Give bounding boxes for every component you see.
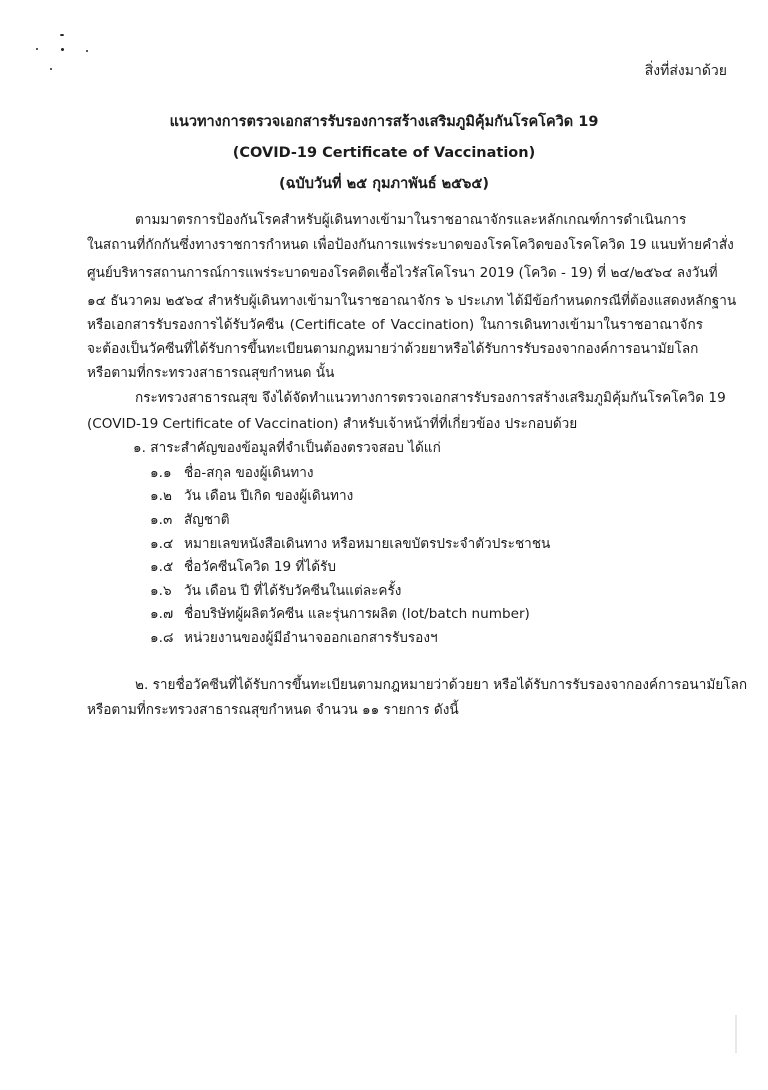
ministry-line: (COVID-19 Certificate of Vaccination) สำหรับเจ้าหน้าที่ที่เกี่ยวข้อง ประกอบด้วย — [87, 416, 578, 432]
section-2-line: หรือตามที่กระทรวงสาธารณสุขกำหนด จำนวน ๑๑ รายการ ดังนี้ — [87, 702, 459, 718]
enclosure-label: สิ่งที่ส่งมาด้วย — [644, 63, 727, 79]
section-1-heading: ๑. สาระสำคัญของข้อมูลที่จำเป็นต้องตรวจสอบ ได้แก่ — [133, 440, 441, 456]
intro-line: ในสถานที่กักกันซึ่งทางราชการกำหนด เพื่อป้องกันการแพร่ระบาดของโรคโควิดของโรคโควิด 19 แนบท้ายคำสั่ง — [87, 237, 734, 253]
section-1-item — [150, 626, 438, 648]
intro-line: ตามมาตรการป้องกันโรคสำหรับผู้เดินทางเข้ามาในราชอาณาจักรและหลักเกณฑ์การดำเนินการ — [135, 212, 687, 228]
section-1-item — [150, 484, 353, 506]
item-number: ๑.๑ — [150, 465, 172, 481]
intro-line: ศูนย์บริหารสถานการณ์การแพร่ระบาดของโรคติดเชื้อไวรัสโคโรนา 2019 (โควิด - 19) ที่ ๒๔/๒๕๖๔ ลงวันที่ — [87, 265, 718, 281]
intro-line: ๑๔ ธันวาคม ๒๕๖๔ สำหรับผู้เดินทางเข้ามาในราชอาณาจักร ๖ ประเภท ได้มีข้อกำหนดกรณีที่ต้องแสดงหลักฐาน — [87, 293, 737, 309]
item-number: ๑.๖ — [150, 583, 172, 599]
item-text: หมายเลขหนังสือเดินทาง หรือหมายเลขบัตรประจำตัวประชาชน — [184, 536, 551, 552]
intro-paragraph — [87, 208, 737, 385]
section-2-line: ๒. รายชื่อวัคซีนที่ได้รับการขึ้นทะเบียนตามกฎหมายว่าด้วยยา หรือได้รับการรับรองจากองค์การอนามัยโลก — [135, 677, 748, 693]
item-number: ๑.๔ — [150, 536, 174, 552]
item-number: ๑.๗ — [150, 606, 174, 622]
item-number: ๑.๒ — [150, 488, 172, 504]
item-text: ชื่อวัคซีนโควิด 19 ที่ได้รับ — [184, 559, 336, 575]
item-text: สัญชาติ — [184, 512, 230, 528]
scan-edge-mark — [735, 1015, 737, 1053]
item-number: ๑.๘ — [150, 630, 174, 646]
item-text: วัน เดือน ปี ที่ได้รับวัคซีนในแต่ละครั้ง — [184, 583, 402, 599]
intro-line: หรือตามที่กระทรวงสาธารณสุขกำหนด นั้น — [87, 365, 335, 381]
intro-line: จะต้องเป็นวัคซีนที่ได้รับการขึ้นทะเบียนตามกฎหมายว่าด้วยยาหรือได้รับการรับรองจากองค์การอนามัยโลก — [87, 341, 699, 357]
title-line-1: แนวทางการตรวจเอกสารรับรองการสร้างเสริมภูมิคุ้มกันโรคโควิด 19 — [169, 114, 599, 130]
document-title — [0, 107, 768, 200]
section-1-item — [150, 579, 401, 601]
scan-specks — [28, 18, 108, 78]
ministry-line: กระทรวงสาธารณสุข จึงได้จัดทำแนวทางการตรวจเอกสารรับรองการสร้างเสริมภูมิคุ้มกันโรคโควิด 19 — [135, 390, 726, 406]
item-text: หน่วยงานของผู้มีอำนาจออกเอกสารรับรองฯ — [184, 630, 438, 646]
item-text: ชื่อ-สกุล ของผู้เดินทาง — [184, 465, 314, 481]
section-1-item — [150, 461, 314, 483]
intro-line: หรือเอกสารรับรองการได้รับวัคซีน (Certificate of Vaccination) ในการเดินทางเข้ามาในราชอาณาจักร — [87, 317, 703, 333]
item-number: ๑.๓ — [150, 512, 173, 528]
item-text: วัน เดือน ปีเกิด ของผู้เดินทาง — [184, 488, 354, 504]
section-2-paragraph — [87, 673, 748, 722]
section-1-item — [150, 508, 230, 530]
item-text: ชื่อบริษัทผู้ผลิตวัคซีน และรุ่นการผลิต (lot/batch number) — [184, 606, 530, 622]
section-1-item — [150, 532, 550, 554]
section-1-item — [150, 555, 336, 577]
ministry-paragraph — [87, 385, 726, 436]
item-number: ๑.๕ — [150, 559, 174, 575]
title-line-3: (ฉบับวันที่ ๒๕ กุมภาพันธ์ ๒๕๖๕) — [279, 176, 489, 192]
section-1-item — [150, 602, 530, 624]
title-line-2: (COVID-19 Certificate of Vaccination) — [232, 145, 536, 161]
